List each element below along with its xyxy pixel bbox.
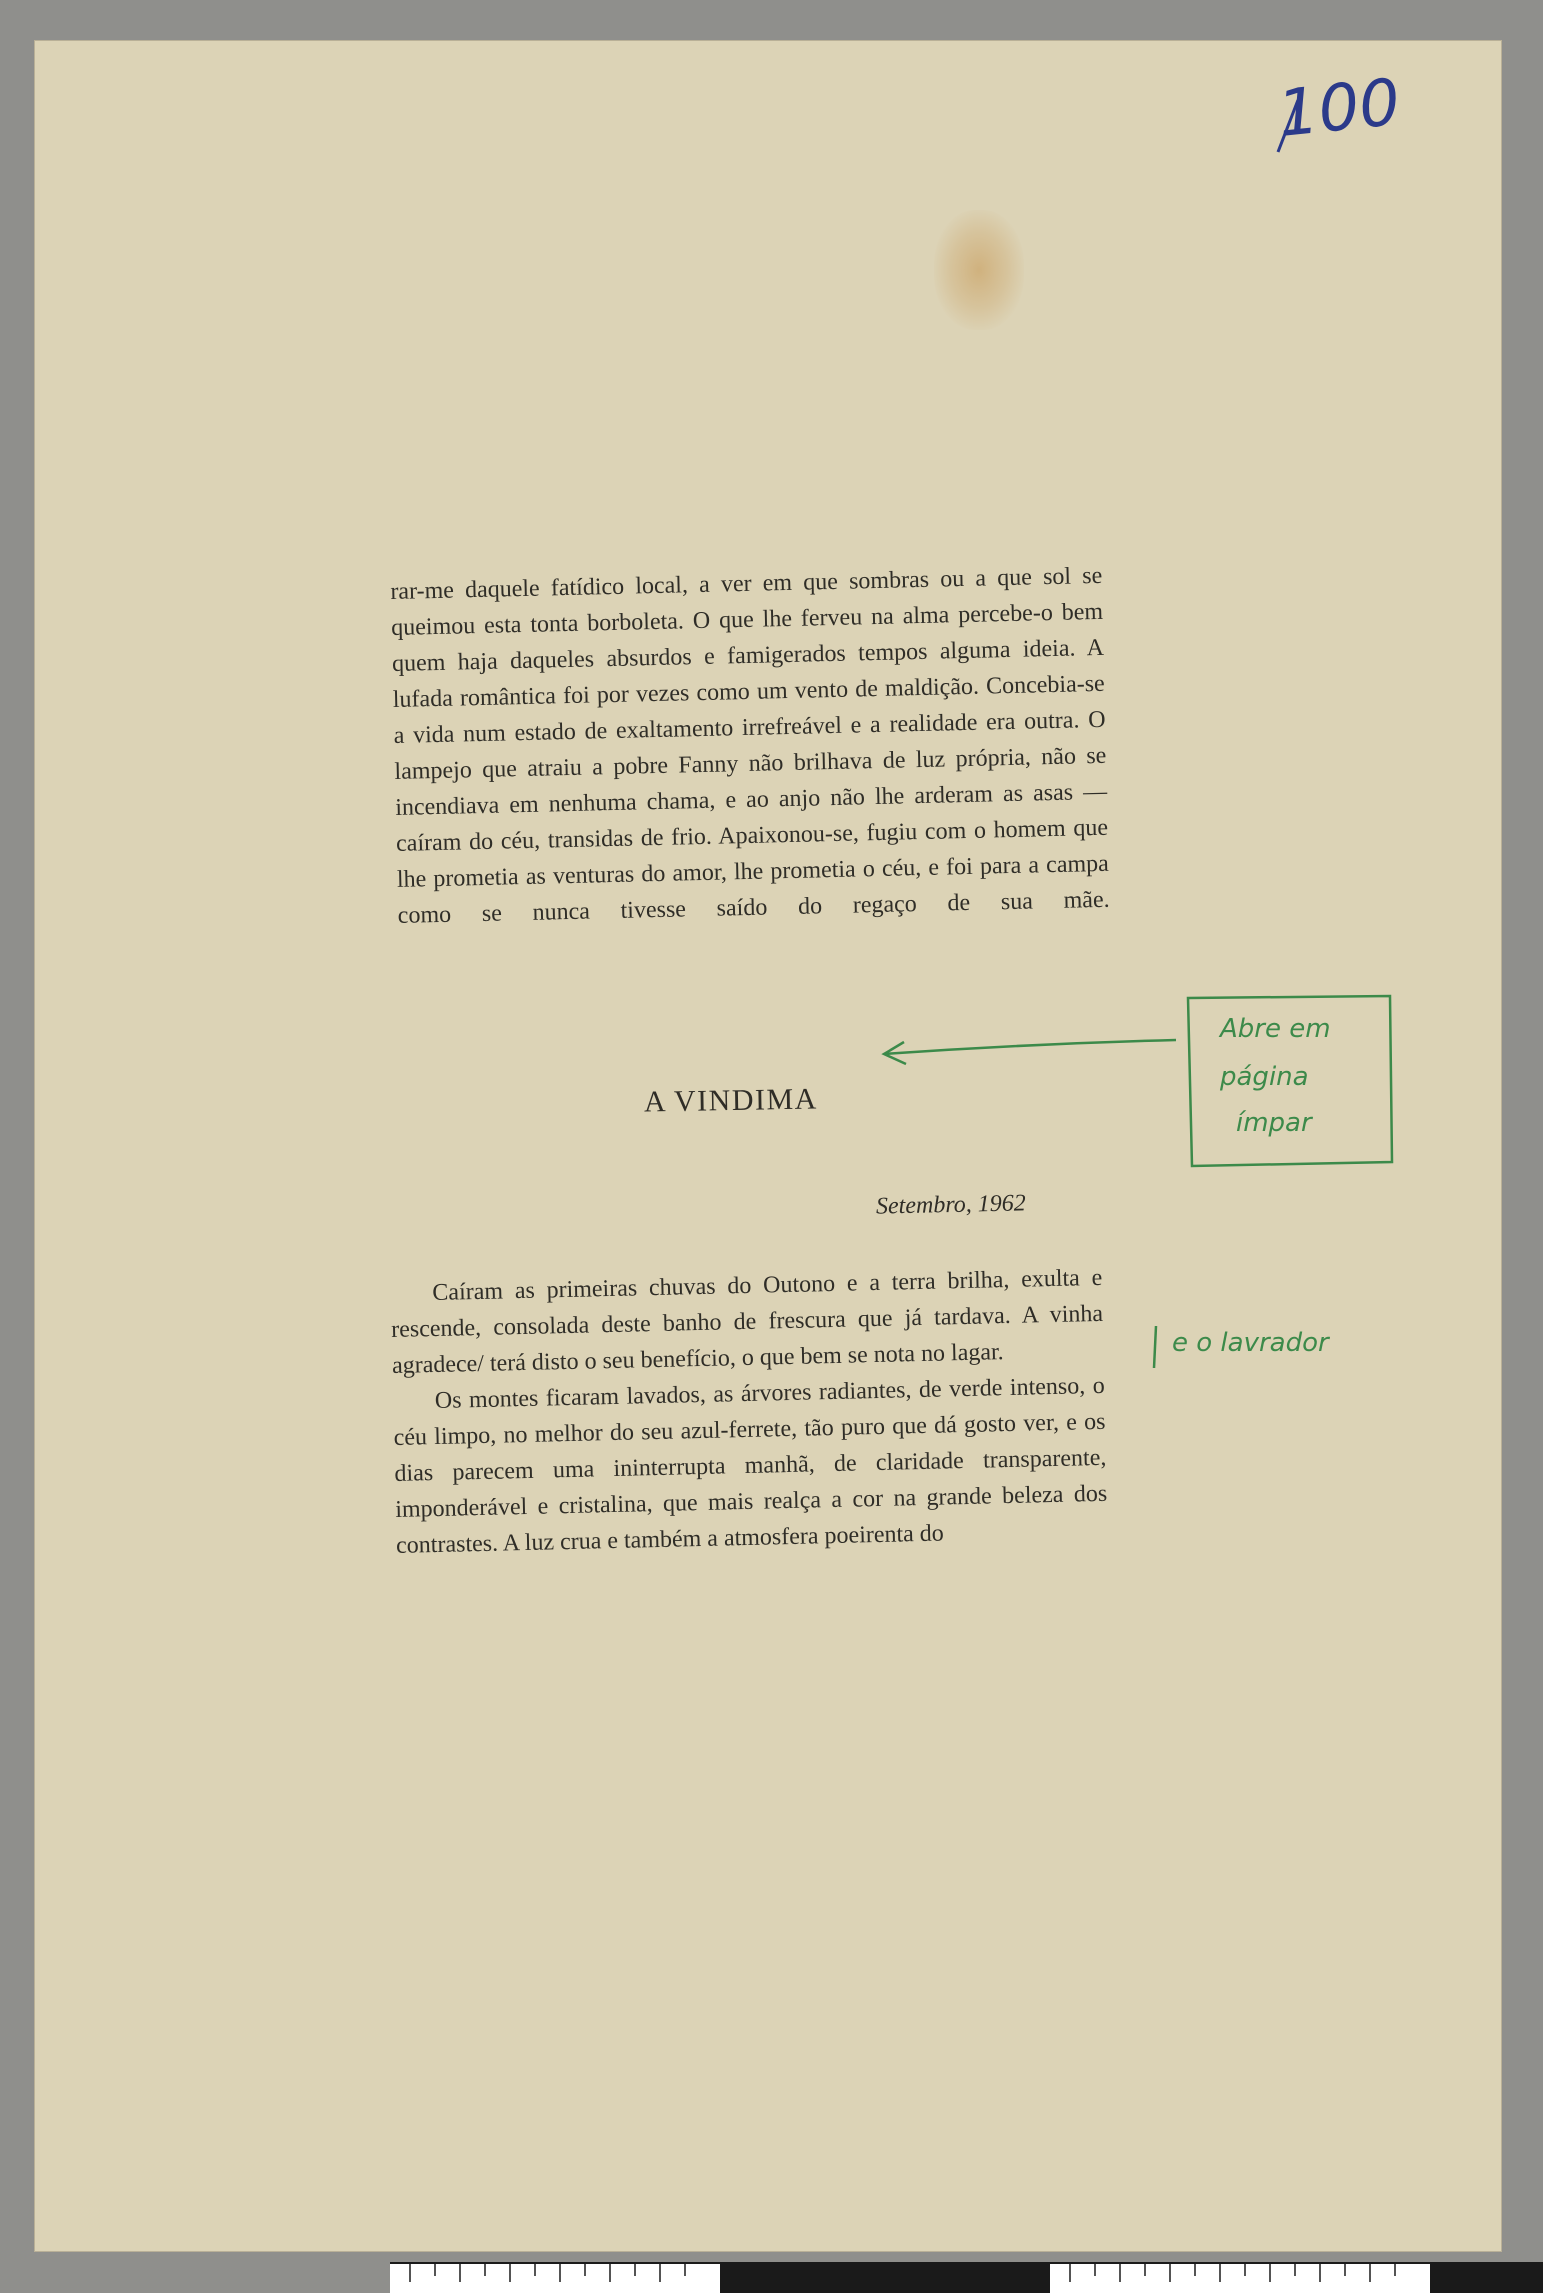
margin-note-line-2: página bbox=[1220, 1062, 1309, 1092]
page-number-text: 100 bbox=[1274, 65, 1404, 153]
chapter-title: A VINDIMA bbox=[643, 1082, 819, 1119]
paragraph-1: Caíram as primeiras chuvas do Outono e a terra brilha, exulta e rescende, consolada deste banho de frescura que já tardava. A vinha agradece/ terá disto o seu benefício, o que bem se nota no lagar. bbox=[390, 1264, 1104, 1379]
paper-stain bbox=[934, 210, 1024, 330]
insert-note-text: e o lavrador bbox=[1172, 1328, 1329, 1358]
chapter-date: Setembro, 1962 bbox=[875, 1190, 1027, 1220]
insert-note bbox=[1150, 1322, 1390, 1372]
body-text-bottom bbox=[390, 1260, 1108, 1564]
paragraph-continuation: rar-me daquele fatídico local, a ver em que sombras ou a que sol se queimou esta tonta borboleta. O que lhe ferveu na alma percebe-o bem quem haja daqueles absurdos e famigerados tempos alguma ideia. A lufada romântica foi por vezes como um vento de maldição. Concebia-se a vida num estado de exaltamento irrefreável e a realidade era outra. O lampejo que atraiu a pobre Fanny não brilhava de luz própria, não se incendiava em nenhuma chama, e ao anjo não lhe arderam as asas — caíram do céu, transidas de frio. Apaixonou-se, fugiu com o homem que lhe prometia as venturas do amor, lhe prometia o céu, e foi para a campa como se nunca tivesse saído do regaço de sua mãe. bbox=[390, 562, 1110, 929]
handwritten-page-number bbox=[1258, 60, 1428, 160]
margin-arrow-icon bbox=[878, 1026, 1178, 1070]
margin-note-line-3: ímpar bbox=[1236, 1108, 1312, 1138]
insert-mark-icon bbox=[1150, 1322, 1162, 1372]
margin-note bbox=[1184, 992, 1396, 1168]
paragraph-2: Os montes ficaram lavados, as árvores radiantes, de verde intenso, o céu limpo, no melhor do seu azul-ferrete, tão puro que dá gosto ver, e os dias parecem uma ininterrupta manhã, de claridade transparente, imponderável e cristalina, que mais realça a cor na grande beleza dos contrastes. A luz crua e também a atmosfera poeirenta do bbox=[393, 1372, 1108, 1559]
scale-ruler bbox=[390, 2262, 1543, 2293]
body-text-top bbox=[390, 558, 1110, 934]
margin-note-line-1: Abre em bbox=[1220, 1014, 1331, 1044]
